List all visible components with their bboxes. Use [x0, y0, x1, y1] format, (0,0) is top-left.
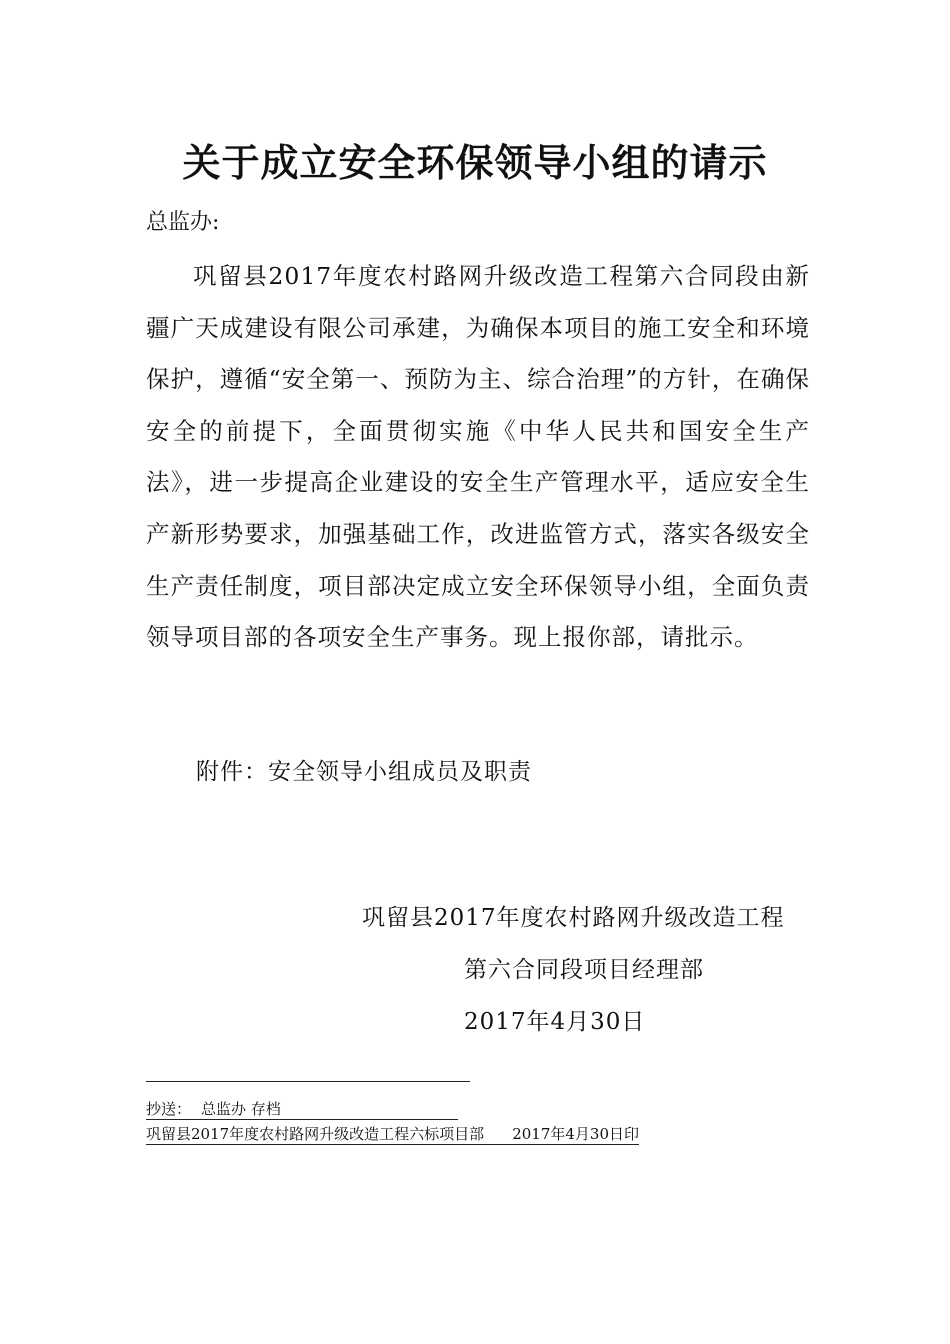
salutation: 总监办: [146, 210, 220, 235]
cc-line [146, 1099, 458, 1120]
cc-label: 抄送： [146, 1100, 192, 1118]
attachment-note: 附件：安全领导小组成员及职责 [196, 759, 532, 785]
signature-organization: 巩留县2017年度农村路网升级改造工程 [362, 905, 785, 931]
footer-divider [146, 1081, 470, 1082]
document-title: 关于成立安全环保领导小组的请示 [182, 141, 768, 185]
cc-recipients: 总监办 存档 [201, 1100, 281, 1118]
signature-date: 2017年4月30日 [464, 1009, 646, 1035]
print-line [146, 1124, 639, 1145]
print-organization: 巩留县2017年度农村路网升级改造工程六标项目部 [146, 1125, 485, 1143]
body-paragraph: 巩留县2017年度农村路网升级改造工程第六合同段由新疆广天成建设有限公司承建，为确保本项目的施工安全和环境保护，遵循“安全第一、预防为主、综合治理”的方针，在确保安全的前提下，全面贯彻实施《中华人民共和国安全生产法》，进一步提高企业建设的安全生产管理水平，适应安全生产新形势要求，加强基础工作，改进监管方式，落实各级安全生产责任制度，项目部决定成立安全环保领导小组，全面负责领导项目部的各项安全生产事务。现上报你部，请批示。 [146, 262, 810, 652]
print-date: 2017年4月30日印 [512, 1125, 639, 1143]
signature-department: 第六合同段项目经理部 [464, 957, 704, 983]
